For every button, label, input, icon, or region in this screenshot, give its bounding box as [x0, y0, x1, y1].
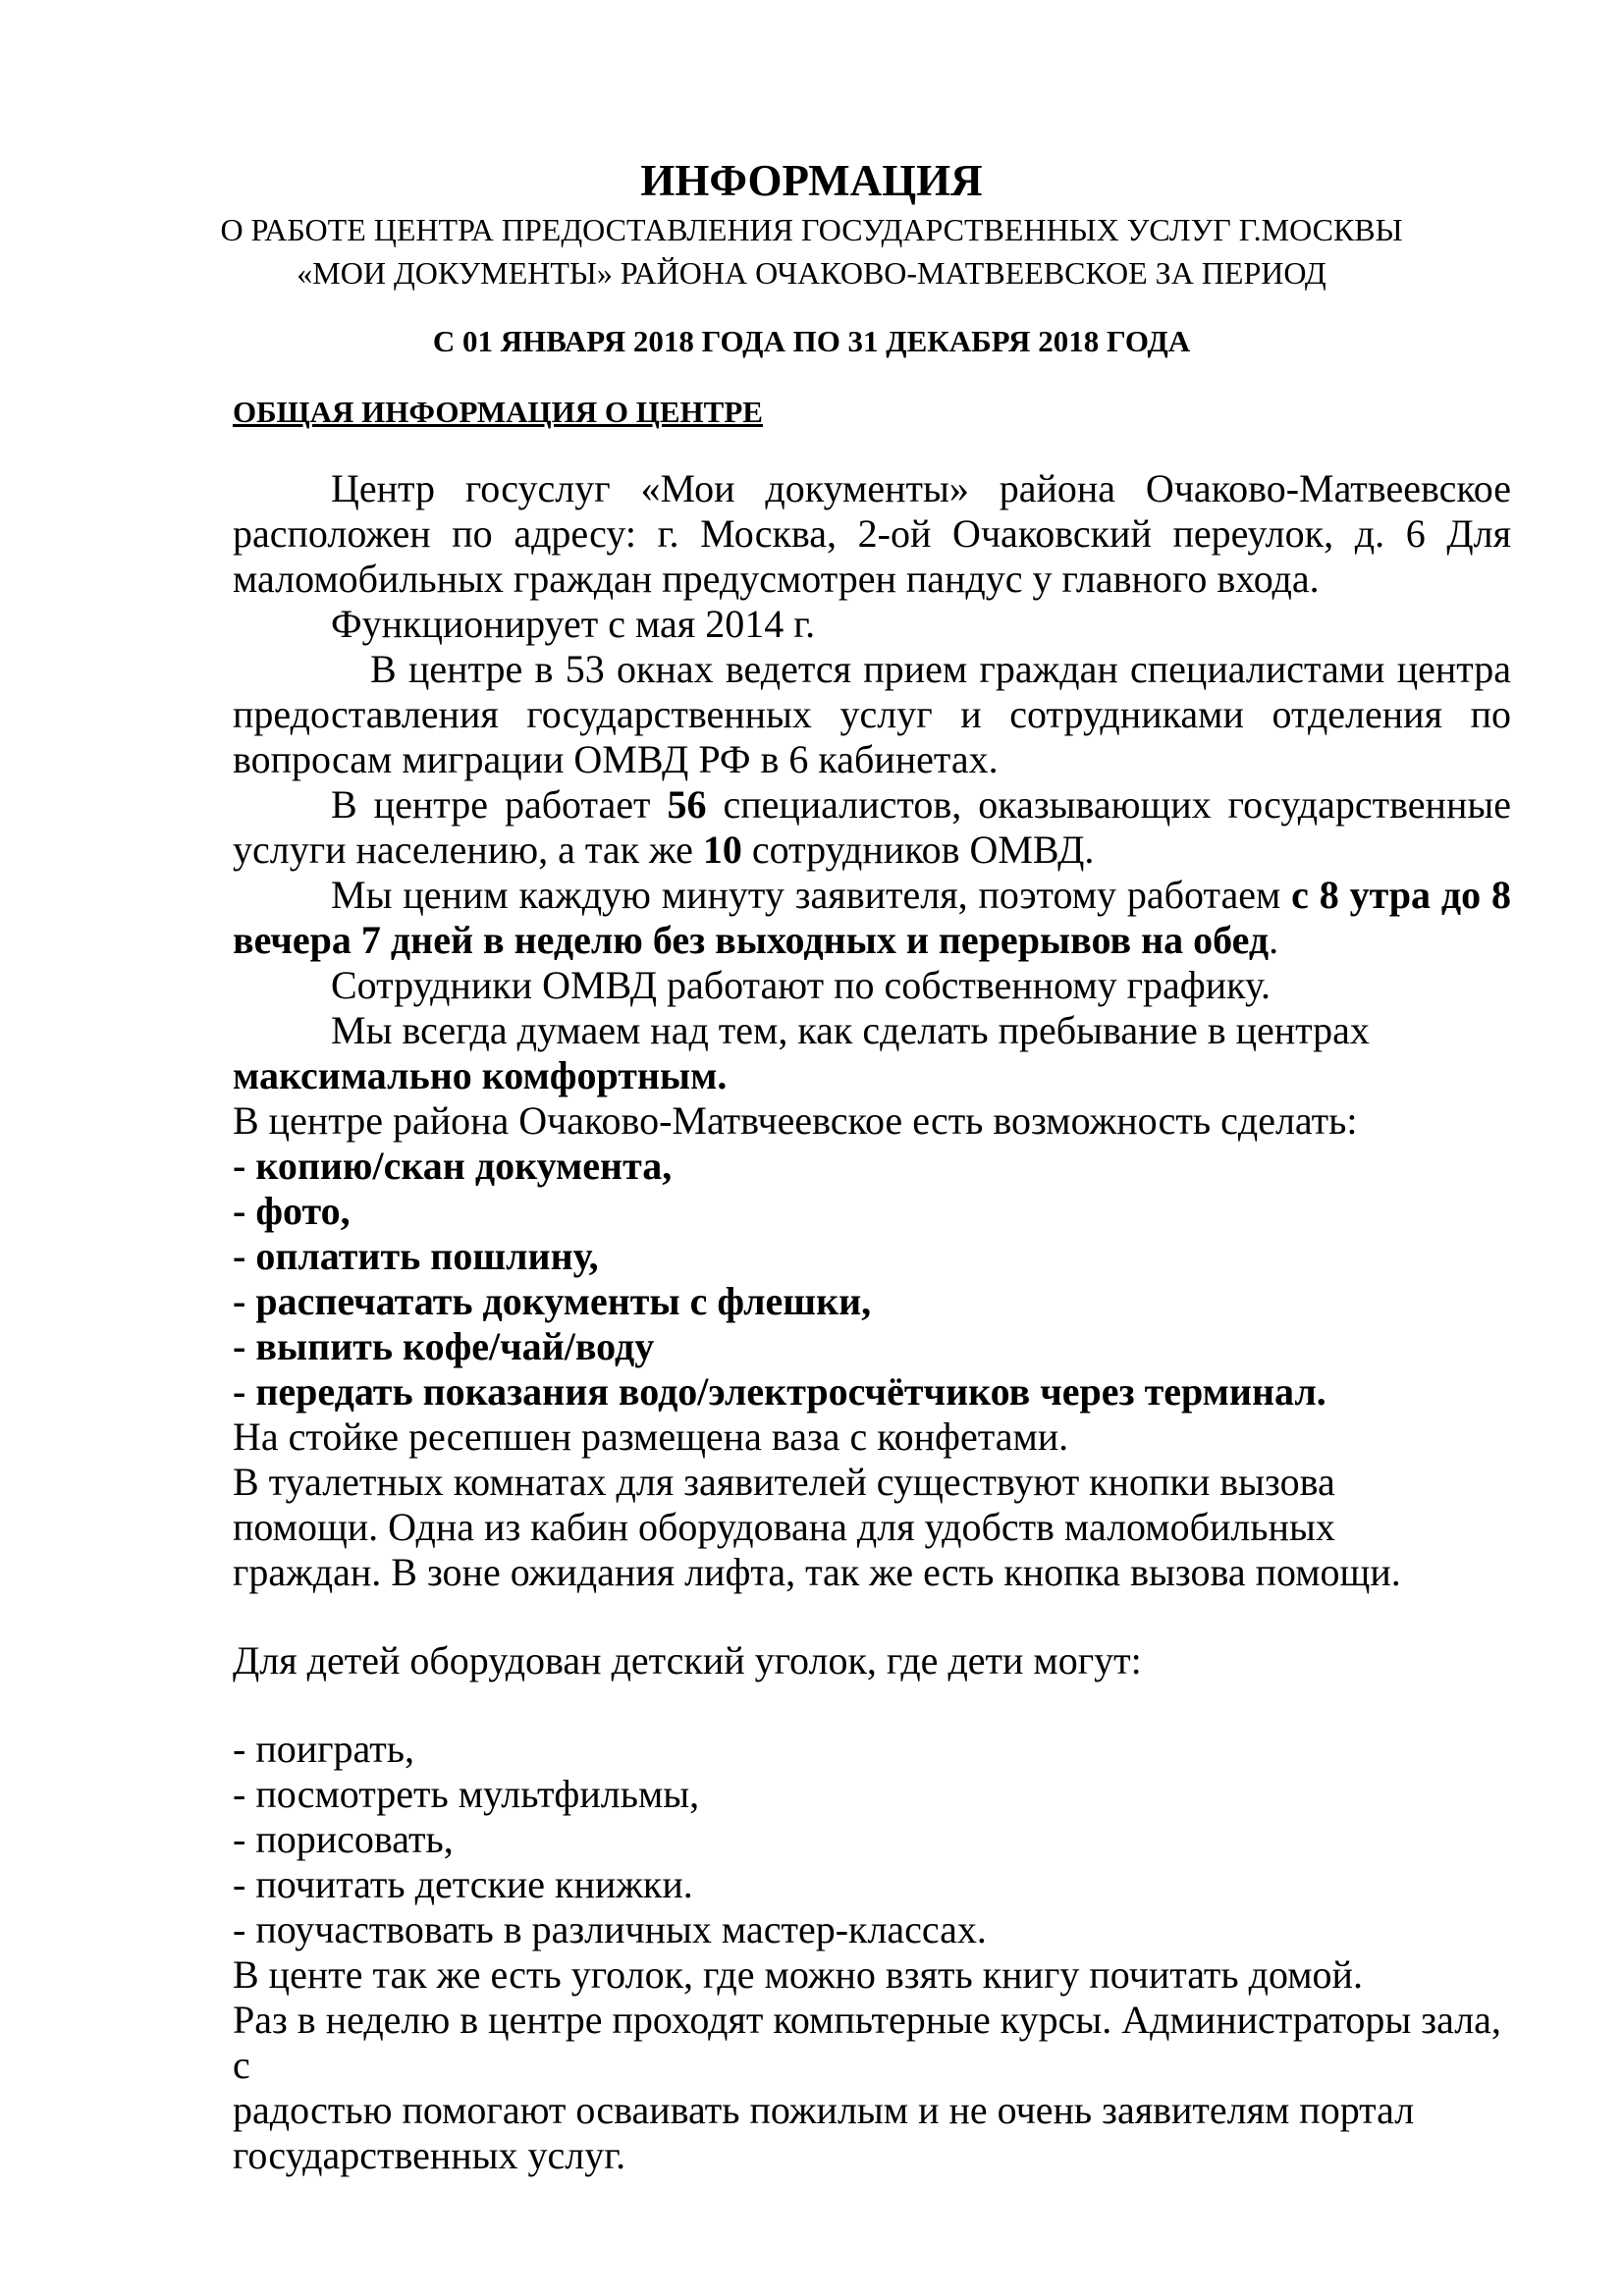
paragraph-address: Центр госуслуг «Мои документы» района Очаково-Матвеевское расположен по адресу: г. Москва, 2-ой Очаковский переулок, д. 6 Для маломобильных граждан предусмотрен пандус у главного входа.: [233, 466, 1511, 601]
paragraph-comfort-line1: Мы всегда думаем над тем, как сделать пребывание в центрах: [331, 1008, 1370, 1052]
kids-item: - посмотреть мультфильмы,: [233, 1772, 700, 1816]
paragraph-courses-line2: радостью помогают осваивать пожилым и не очень заявителям портал: [233, 2088, 1415, 2132]
working-hours: с 8 утра до 8 вечера 7 дней в неделю без выходных и перерывов на обед: [233, 873, 1512, 962]
paragraph-hours: [233, 873, 1511, 963]
staff-text-1: В центре работает: [331, 782, 668, 827]
hours-text-2: .: [1269, 918, 1279, 962]
kids-item: - поучаствовать в различных мастер-классах.: [233, 1907, 987, 1951]
paragraph-courses-line3: государственных услуг.: [233, 2133, 626, 2177]
document-body: [233, 466, 1511, 2178]
paragraph-since: Функционирует с мая 2014 г.: [331, 602, 816, 646]
paragraph-possibilities: В центре района Очаково-Матвчеевское есть возможность сделать:: [233, 1098, 1358, 1143]
service-item: - выпить кофе/чай/воду: [233, 1324, 655, 1368]
document-title: ИНФОРМАЦИЯ: [640, 156, 983, 205]
paragraph-toilets-line3: граждан. В зоне ожидания лифта, так же есть кнопка вызова помощи.: [233, 1550, 1401, 1594]
kids-item: - порисовать,: [233, 1817, 454, 1861]
paragraph-toilets-line2: помощи. Одна из кабин оборудована для удобств маломобильных: [233, 1505, 1335, 1549]
kids-item: - поиграть,: [233, 1727, 414, 1771]
paragraph-omvd-schedule: Сотрудники ОМВД работают по собственному графику.: [331, 963, 1271, 1007]
spacer: [233, 1683, 1511, 1727]
kids-item: - почитать детские книжки.: [233, 1862, 693, 1906]
paragraph-staff: [233, 782, 1511, 873]
paragraph-reception: На стойке ресепшен размещена ваза с конфетами.: [233, 1415, 1069, 1459]
service-item: - распечатать документы с флешки,: [233, 1279, 872, 1323]
paragraph-book-corner: В центе так же есть уголок, где можно взять книгу почитать домой.: [233, 1952, 1363, 1997]
service-item: - фото,: [233, 1189, 351, 1233]
staff-text-2: специалистов, оказывающих государственные услуги населению, а так же: [233, 782, 1511, 872]
paragraph-kids-corner: Для детей оборудован детский уголок, где дети могут:: [233, 1638, 1142, 1682]
staff-count: 56: [667, 782, 707, 827]
document-subtitle-line1: О РАБОТЕ ЦЕНТРА ПРЕДОСТАВЛЕНИЯ ГОСУДАРСТВЕННЫХ УСЛУГ Г.МОСКВЫ: [220, 212, 1403, 247]
hours-text-1: Мы ценим каждую минуту заявителя, поэтому работаем: [331, 873, 1292, 917]
service-item: - копию/скан документа,: [233, 1144, 673, 1188]
service-item: - оплатить пошлину,: [233, 1234, 599, 1278]
document-subtitle-line2: «МОИ ДОКУМЕНТЫ» РАЙОНА ОЧАКОВО-МАТВЕЕВСКОЕ ЗА ПЕРИОД: [297, 255, 1326, 291]
section-heading: ОБЩАЯ ИНФОРМАЦИЯ О ЦЕНТРЕ: [233, 395, 763, 429]
paragraph-courses-line1: Раз в неделю в центре проходят компьтерные курсы. Администраторы зала, с: [233, 1998, 1501, 2087]
staff-text-3: сотрудников ОМВД.: [741, 828, 1095, 872]
report-period: С 01 ЯНВАРЯ 2018 ГОДА ПО 31 ДЕКАБРЯ 2018 ГОДА: [432, 324, 1191, 358]
paragraph-toilets-line1: В туалетных комнатах для заявителей существуют кнопки вызова: [233, 1460, 1335, 1504]
paragraph-comfort-line2: максимально комфортным.: [233, 1053, 728, 1097]
omvd-count: 10: [702, 828, 742, 872]
service-item: - передать показания водо/электросчётчиков через терминал.: [233, 1369, 1326, 1414]
paragraph-windows: В центре в 53 окнах ведется прием граждан специалистами центра предоставления государственных услуг и сотрудниками отделения по вопросам миграции ОМВД РФ в 6 кабинетах.: [233, 647, 1511, 781]
spacer: [233, 1595, 1511, 1638]
